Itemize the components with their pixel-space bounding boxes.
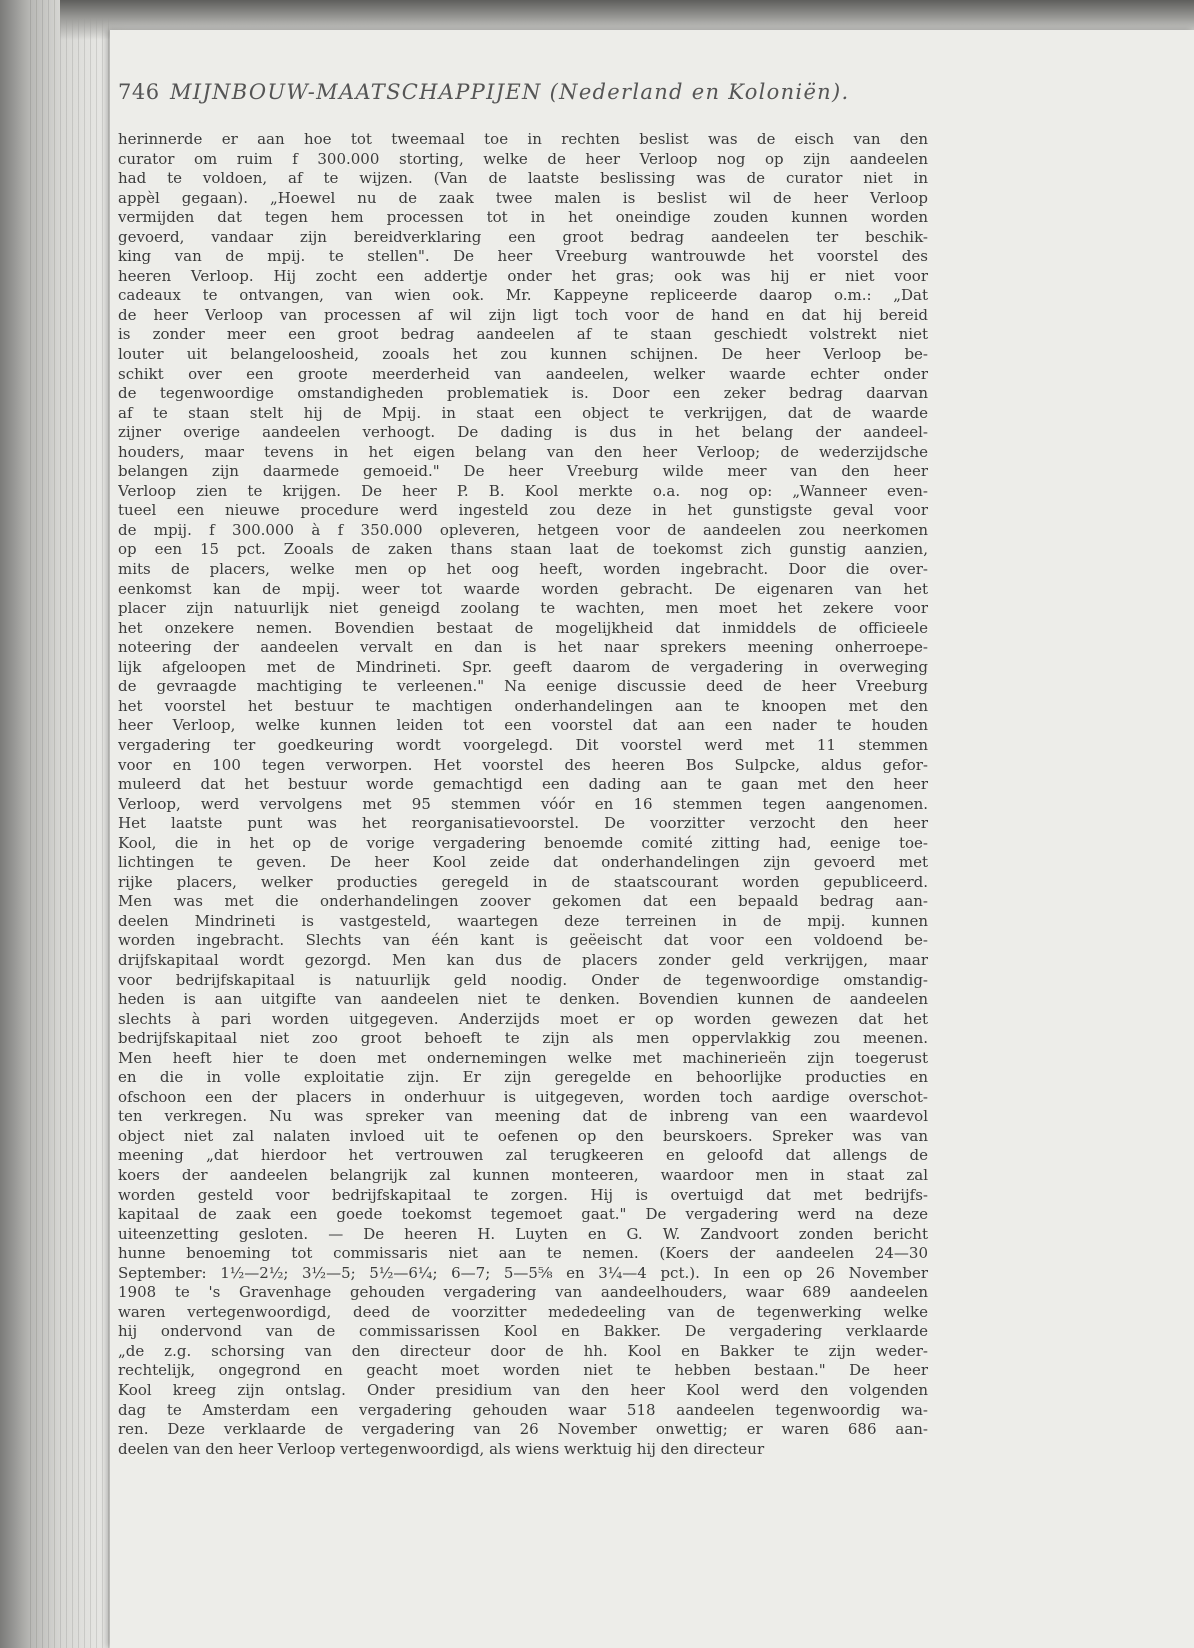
- text-line: curator om ruim f 300.000 storting, welke de heer Verloop nog op zijn aandeelen: [118, 149, 928, 168]
- text-line: voor en 100 tegen verworpen. Het voorstel des heeren Bos Sulpcke, aldus gefor-: [118, 755, 928, 774]
- text-line: op een 15 pct. Zooals de zaken thans staan laat de toekomst zich gunstig aanzien,: [118, 540, 928, 559]
- text-line: deelen van den heer Verloop vertegenwoordigd, als wiens werktuig hij den directeur: [118, 1439, 765, 1458]
- text-line: rijke placers, welker producties geregeld in de staatscourant worden gepubliceerd.: [118, 872, 928, 891]
- text-line: heer Verloop, welke kunnen leiden tot een voorstel dat aan een nader te houden: [118, 716, 928, 735]
- text-line: belangen zijn daarmede gemoeid." De heer Vreeburg wilde meer van den heer: [118, 462, 928, 481]
- text-line: appèl gegaan). „Hoewel nu de zaak twee malen is beslist wil de heer Verloop: [118, 188, 928, 207]
- text-line: had te voldoen, af te wijzen. (Van de laatste beslissing was de curator niet in: [118, 169, 928, 188]
- text-line: ofschoon een der placers in onderhuur is uitgegeven, worden toch aardige overschot-: [118, 1087, 928, 1106]
- text-line: lijk afgeloopen met de Mindrineti. Spr. geeft daarom de vergadering in overweging: [118, 657, 928, 676]
- page-header: [118, 80, 898, 120]
- text-line: king van de mpij. te stellen". De heer Vreeburg wantrouwde het voorstel des: [118, 247, 928, 266]
- text-line: Men was met die onderhandelingen zoover gekomen dat een bepaald bedrag aan-: [118, 892, 928, 911]
- text-line: dag te Amsterdam een vergadering gehouden waar 518 aandeelen tegenwoordig wa-: [118, 1400, 928, 1419]
- text-line: waren vertegenwoordigd, deed de voorzitter mededeeling van de tegenwerking welke: [118, 1302, 928, 1321]
- text-line: louter uit belangeloosheid, zooals het zou kunnen schijnen. De heer Verloop be-: [118, 345, 928, 364]
- text-line: slechts à pari worden uitgegeven. Anderzijds moet er op worden gewezen dat het: [118, 1009, 928, 1028]
- text-line: Verloop zien te krijgen. De heer P. B. Kool merkte o.a. nog op: „Wanneer even-: [118, 481, 928, 500]
- text-line: tueel een nieuwe procedure werd ingesteld zou deze in het gunstigste geval voor: [118, 501, 928, 520]
- text-line: „de z.g. schorsing van den directeur door de hh. Kool en Bakker te zijn weder-: [118, 1341, 928, 1360]
- text-line: kapitaal de zaak een goede toekomst tegemoet gaat." De vergadering werd na deze: [118, 1205, 928, 1224]
- text-line: worden ingebracht. Slechts van één kant is geëeischt dat voor een voldoend be-: [118, 931, 928, 950]
- text-line: het onzekere nemen. Bovendien bestaat de mogelijkheid dat inmiddels de officieele: [118, 618, 928, 637]
- text-line: vermijden dat tegen hem processen tot in het oneindige zouden kunnen worden: [118, 208, 928, 227]
- text-line: Men heeft hier te doen met ondernemingen welke met machinerieën zijn toegerust: [118, 1048, 928, 1067]
- text-line: koers der aandeelen belangrijk zal kunnen monteeren, waardoor men in staat zal: [118, 1165, 928, 1184]
- text-line: drijfskapitaal wordt gezorgd. Men kan dus de placers zonder geld verkrijgen, maar: [118, 950, 928, 969]
- text-line: het voorstel het bestuur te machtigen onderhandelingen aan te knoopen met den: [118, 696, 928, 715]
- text-line: Het laatste punt was het reorganisatievoorstel. De voorzitter verzocht den heer: [118, 814, 928, 833]
- text-line: de tegenwoordige omstandigheden problematiek is. Door een zeker bedrag daarvan: [118, 384, 928, 403]
- text-line: cadeaux te ontvangen, van wien ook. Mr. Kappeyne repliceerde daarop o.m.: „Dat: [118, 286, 928, 305]
- text-line: eenkomst kan de mpij. weer tot waarde worden gebracht. De eigenaren van het: [118, 579, 928, 598]
- text-line: rechtelijk, ongegrond en geacht moet worden niet te hebben bestaan." De heer: [118, 1361, 928, 1380]
- text-line: Kool kreeg zijn ontslag. Onder presidium van den heer Kool werd den volgenden: [118, 1381, 928, 1399]
- text-line: de gevraagde machtiging te verleenen." Na eenige discussie deed de heer Vreeburg: [118, 677, 928, 696]
- text-line: voor bedrijfskapitaal is natuurlijk geld noodig. Onder de tegenwoordige omstandig-: [118, 970, 928, 989]
- text-line: de mpij. f 300.000 à f 350.000 opleveren, hetgeen voor de aandeelen zou neerkomen: [118, 520, 928, 539]
- text-line: af te staan stelt hij de Mpij. in staat een object te verkrijgen, dat de waarde: [118, 403, 928, 422]
- body-text: [118, 130, 928, 1459]
- text-line: herinnerde er aan hoe tot tweemaal toe in rechten beslist was de eisch van den: [118, 130, 928, 148]
- text-line: de heer Verloop van processen af wil zijn ligt toch voor de hand en dat hij bereid: [118, 305, 928, 324]
- text-line: muleerd dat het bestuur worde gemachtigd een dading aan te gaan met den heer: [118, 775, 928, 794]
- text-line: is zonder meer een groot bedrag aandeelen af te staan geschiedt volstrekt niet: [118, 325, 928, 344]
- text-line: schikt over een groote meerderheid van aandeelen, welker waarde echter onder: [118, 364, 928, 383]
- text-line: mits de placers, welke men op het oog heeft, worden ingebracht. Door die over-: [118, 560, 928, 579]
- text-line: Kool, die in het op de vorige vergadering benoemde comité zitting had, eenige toe-: [118, 833, 928, 852]
- text-line: uiteenzetting gesloten. — De heeren H. Luyten en G. W. Zandvoort zonden bericht: [118, 1224, 928, 1243]
- text-line: lichtingen te geven. De heer Kool zeide dat onderhandelingen zijn gevoerd met: [118, 853, 928, 872]
- text-line: bedrijfskapitaal niet zoo groot behoeft te zijn als men oppervlakkig zou meenen.: [118, 1029, 928, 1048]
- text-line: deelen Mindrineti is vastgesteld, waartegen deze terreinen in de mpij. kunnen: [118, 911, 928, 930]
- text-line: ren. Deze verklaarde de vergadering van 26 November onwettig; er waren 686 aan-: [118, 1420, 928, 1439]
- page-stack-edge: [30, 0, 110, 1648]
- text-line: zijner overige aandeelen verhoogt. De dading is dus in het belang der aandeel-: [118, 423, 928, 442]
- text-line: meening „dat hierdoor het vertrouwen zal terugkeeren en geloofd dat allengs de: [118, 1146, 928, 1165]
- text-line: hij ondervond van de commissarissen Kool en Bakker. De vergadering verklaarde: [118, 1322, 928, 1341]
- text-line: placer zijn natuurlijk niet geneigd zoolang te wachten, men moet het zekere voor: [118, 599, 928, 618]
- text-line: heeren Verloop. Hij zocht een addertje onder het gras; ook was hij er niet voor: [118, 266, 928, 285]
- page-number: 746: [118, 80, 160, 104]
- text-line: houders, maar tevens in het eigen belang van den heer Verloop; de wederzijdsche: [118, 442, 928, 461]
- text-line: en die in volle exploitatie zijn. Er zijn geregelde en behoorlijke producties en: [118, 1068, 928, 1087]
- text-line: vergadering ter goedkeuring wordt voorgelegd. Dit voorstel werd met 11 stemmen: [118, 735, 928, 754]
- text-line: noteering der aandeelen vervalt en dan is het naar sprekers meening onherroepe-: [118, 638, 928, 657]
- text-line: 1908 te 's Gravenhage gehouden vergadering van aandeelhouders, waar 689 aandeelen: [118, 1283, 928, 1302]
- text-line: hunne benoeming tot commissaris niet aan te nemen. (Koers der aandeelen 24—30: [118, 1244, 928, 1263]
- running-title: MIJNBOUW-MAATSCHAPPIJEN (Nederland en Koloniën).: [170, 80, 850, 104]
- text-line: gevoerd, vandaar zijn bereidverklaring een groot bedrag aandeelen ter beschik-: [118, 227, 928, 246]
- text-line: heden is aan uitgifte van aandeelen niet te denken. Bovendien kunnen de aandeelen: [118, 990, 928, 1009]
- text-line: Verloop, werd vervolgens met 95 stemmen vóór en 16 stemmen tegen aangenomen.: [118, 794, 928, 813]
- text-line: worden gesteld voor bedrijfskapitaal te zorgen. Hij is overtuigd dat met bedrijfs-: [118, 1185, 928, 1204]
- text-line: September: 1½—2½; 3½—5; 5½—6¼; 6—7; 5—5⅝ en 3¼—4 pct.). In een op 26 November: [118, 1263, 928, 1282]
- text-line: object niet zal nalaten invloed uit te oefenen op den beurskoers. Spreker was van: [118, 1126, 928, 1145]
- text-line: ten verkregen. Nu was spreker van meening dat de inbreng van een waardevol: [118, 1107, 928, 1126]
